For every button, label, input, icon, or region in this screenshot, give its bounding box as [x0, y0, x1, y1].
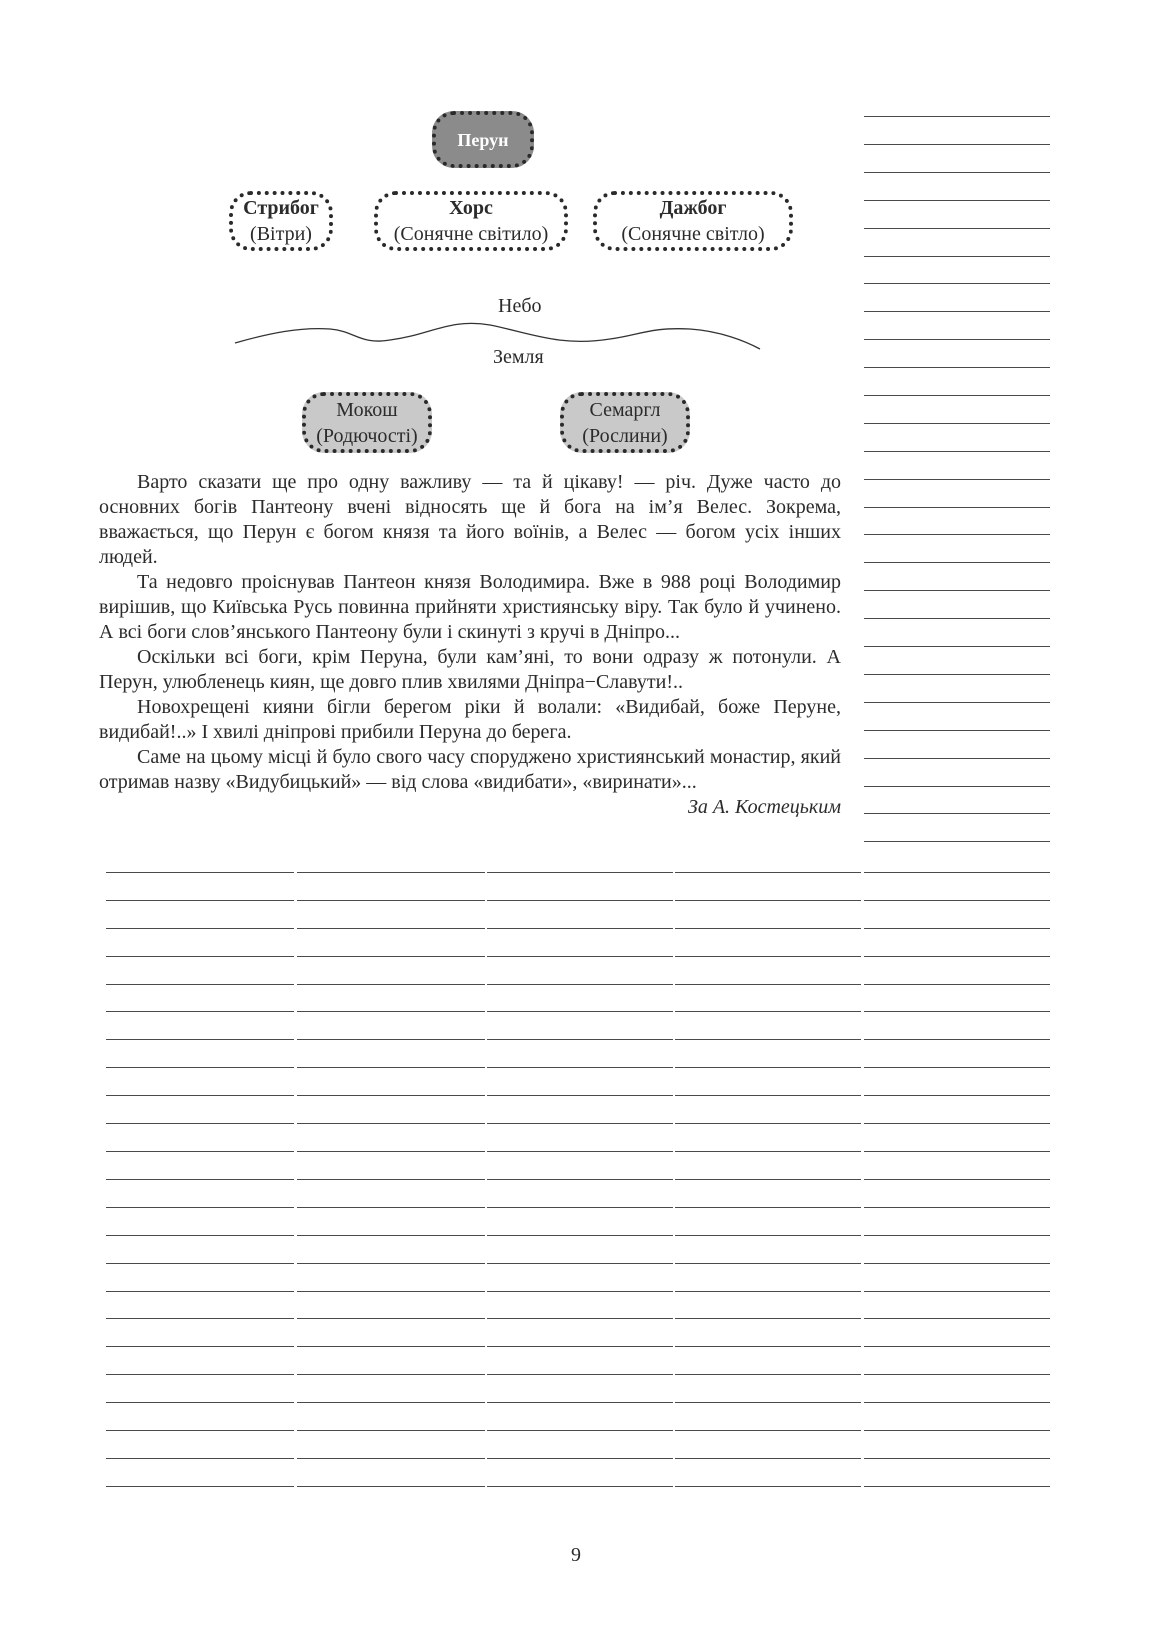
writing-line[interactable]	[864, 674, 1050, 675]
writing-line[interactable]	[297, 1151, 485, 1152]
writing-line[interactable]	[675, 1486, 861, 1487]
writing-line[interactable]	[864, 534, 1050, 535]
attribution: За А. Костецьким	[687, 796, 841, 818]
writing-line[interactable]	[864, 1374, 1050, 1375]
writing-line[interactable]	[675, 1318, 861, 1319]
writing-line[interactable]	[106, 1402, 294, 1403]
writing-line[interactable]	[297, 1179, 485, 1180]
writing-line[interactable]	[864, 646, 1050, 647]
writing-line[interactable]	[675, 1011, 861, 1012]
writing-line[interactable]	[487, 1291, 673, 1292]
dazhbog-box	[593, 191, 793, 251]
writing-line[interactable]	[297, 1374, 485, 1375]
writing-line[interactable]	[864, 1235, 1050, 1236]
semargl-box	[560, 392, 690, 453]
writing-line[interactable]	[864, 841, 1050, 842]
writing-line[interactable]	[106, 1318, 294, 1319]
writing-line[interactable]	[864, 395, 1050, 396]
writing-line[interactable]	[864, 1486, 1050, 1487]
writing-line[interactable]	[487, 1263, 673, 1264]
writing-line[interactable]	[864, 590, 1050, 591]
writing-line[interactable]	[675, 1263, 861, 1264]
writing-line[interactable]	[106, 1430, 294, 1431]
writing-line[interactable]	[487, 984, 673, 985]
writing-line[interactable]	[864, 1179, 1050, 1180]
paragraph: Та недовго проіснував Пантеон князя Володимира. Вже в 988 році Володимир вирішив, що Київська Русь повинна прийняти християнську віру. Так було й учинено. А всі боги слов’янського Пантеону були і скинуті з кручі в Дніпро...	[99, 571, 841, 643]
writing-line[interactable]	[487, 1430, 673, 1431]
writing-line[interactable]	[106, 1095, 294, 1096]
writing-line[interactable]	[864, 1430, 1050, 1431]
writing-line[interactable]	[106, 956, 294, 957]
writing-line[interactable]	[297, 1207, 485, 1208]
writing-line[interactable]	[297, 928, 485, 929]
stribog-box	[229, 191, 333, 251]
writing-line[interactable]	[297, 1095, 485, 1096]
writing-line[interactable]	[487, 1318, 673, 1319]
god-name: Хорс	[449, 197, 493, 219]
paragraph: Варто сказати ще про одну важливу — та й цікаву! — річ. Дуже часто до основних богів Пантеону вчені відносять ще й бога на ім’я Велес. Зокрема, вважається, що Перун є богом князя та його воїнів, а Велес — богом усіх інших людей.	[99, 471, 841, 568]
writing-line[interactable]	[864, 872, 1050, 873]
writing-line[interactable]	[864, 1011, 1050, 1012]
writing-line[interactable]	[106, 1291, 294, 1292]
khors-box	[374, 191, 568, 251]
paragraph: Новохрещені кияни бігли берегом ріки й волали: «Видибай, боже Перуне, видибай!..» І хвилі дніпрові прибили Перуна до берега.	[99, 696, 841, 743]
writing-line[interactable]	[297, 1291, 485, 1292]
writing-line[interactable]	[106, 1458, 294, 1459]
writing-line[interactable]	[297, 1123, 485, 1124]
writing-line[interactable]	[864, 928, 1050, 929]
writing-line[interactable]	[864, 228, 1050, 229]
writing-line[interactable]	[864, 786, 1050, 787]
page-number: 9	[571, 1544, 581, 1566]
writing-line[interactable]	[297, 956, 485, 957]
writing-line[interactable]	[297, 1402, 485, 1403]
writing-line[interactable]	[106, 1067, 294, 1068]
writing-line[interactable]	[106, 1207, 294, 1208]
writing-line[interactable]	[675, 1291, 861, 1292]
god-name: Мокош	[336, 398, 398, 421]
writing-line[interactable]	[106, 900, 294, 901]
writing-line[interactable]	[487, 1179, 673, 1180]
writing-line[interactable]	[864, 1291, 1050, 1292]
mokosh-box	[302, 392, 432, 453]
writing-line[interactable]	[864, 758, 1050, 759]
writing-line[interactable]	[487, 1402, 673, 1403]
writing-line[interactable]	[297, 1458, 485, 1459]
writing-line[interactable]	[297, 1235, 485, 1236]
writing-line[interactable]	[106, 1151, 294, 1152]
writing-line[interactable]	[675, 1374, 861, 1375]
writing-line[interactable]	[487, 1207, 673, 1208]
writing-line[interactable]	[106, 1179, 294, 1180]
god-name: Стрибог	[243, 197, 319, 219]
writing-line[interactable]	[106, 1374, 294, 1375]
sky-label: Небо	[498, 295, 542, 317]
writing-line[interactable]	[106, 1263, 294, 1264]
paragraph: Оскільки всі боги, крім Перуна, були кам’яні, то вони одразу ж потонули. А Перун, улюбленець киян, ще довго плив хвилями Дніпра−Славути!..	[99, 646, 841, 693]
writing-line[interactable]	[106, 1486, 294, 1487]
writing-line[interactable]	[106, 984, 294, 985]
writing-line[interactable]	[864, 1039, 1050, 1040]
writing-line[interactable]	[864, 900, 1050, 901]
writing-line[interactable]	[675, 1151, 861, 1152]
god-domain: (Сонячне світило)	[393, 223, 549, 245]
god-domain: (Родючості)	[316, 424, 418, 447]
writing-line[interactable]	[487, 956, 673, 957]
writing-line[interactable]	[106, 1346, 294, 1347]
writing-line[interactable]	[297, 1430, 485, 1431]
writing-line[interactable]	[675, 956, 861, 957]
writing-line[interactable]	[487, 1123, 673, 1124]
writing-line[interactable]	[864, 256, 1050, 257]
writing-line[interactable]	[864, 479, 1050, 480]
writing-line[interactable]	[487, 1346, 673, 1347]
writing-line[interactable]	[864, 423, 1050, 424]
writing-line[interactable]	[675, 1179, 861, 1180]
writing-line[interactable]	[487, 900, 673, 901]
writing-line[interactable]	[864, 339, 1050, 340]
writing-line[interactable]	[864, 702, 1050, 703]
writing-line[interactable]	[864, 507, 1050, 508]
writing-line[interactable]	[297, 1346, 485, 1347]
writing-line[interactable]	[864, 730, 1050, 731]
writing-line[interactable]	[297, 1263, 485, 1264]
writing-line[interactable]	[487, 1374, 673, 1375]
writing-line[interactable]	[675, 928, 861, 929]
writing-line[interactable]	[106, 1123, 294, 1124]
writing-line[interactable]	[297, 1318, 485, 1319]
writing-line[interactable]	[487, 1151, 673, 1152]
writing-line[interactable]	[106, 1039, 294, 1040]
writing-line[interactable]	[864, 1095, 1050, 1096]
writing-line[interactable]	[297, 984, 485, 985]
paragraph: Саме на цьому місці й було свого часу споруджено християнський монастир, який отримав назву «Видубицький» — від слова «видибати», «виринати»...	[99, 746, 841, 793]
writing-line[interactable]	[487, 1235, 673, 1236]
writing-line[interactable]	[297, 1011, 485, 1012]
horizon-wave	[0, 315, 1152, 375]
writing-line[interactable]	[864, 956, 1050, 957]
writing-line[interactable]	[864, 200, 1050, 201]
writing-line[interactable]	[864, 1346, 1050, 1347]
writing-line[interactable]	[864, 1318, 1050, 1319]
writing-line[interactable]	[864, 116, 1050, 117]
writing-line[interactable]	[487, 928, 673, 929]
god-name: Перун	[457, 129, 509, 150]
writing-line[interactable]	[297, 900, 485, 901]
writing-line[interactable]	[864, 1458, 1050, 1459]
writing-line[interactable]	[675, 1207, 861, 1208]
writing-line[interactable]	[864, 283, 1050, 284]
writing-line[interactable]	[297, 1067, 485, 1068]
writing-line[interactable]	[675, 984, 861, 985]
writing-line[interactable]	[864, 1402, 1050, 1403]
writing-line[interactable]	[106, 1235, 294, 1236]
writing-line[interactable]	[487, 1095, 673, 1096]
writing-line[interactable]	[864, 984, 1050, 985]
writing-line[interactable]	[864, 451, 1050, 452]
writing-line[interactable]	[675, 872, 861, 873]
perun-box	[432, 111, 534, 168]
writing-line[interactable]	[864, 562, 1050, 563]
writing-line[interactable]	[675, 1402, 861, 1403]
writing-line[interactable]	[864, 813, 1050, 814]
writing-line[interactable]	[864, 618, 1050, 619]
writing-line[interactable]	[864, 1207, 1050, 1208]
writing-line[interactable]	[864, 1067, 1050, 1068]
god-domain: (Сонячне світло)	[621, 223, 765, 245]
god-name: Дажбог	[659, 197, 727, 219]
writing-line[interactable]	[864, 367, 1050, 368]
writing-line[interactable]	[675, 1458, 861, 1459]
writing-line[interactable]	[864, 1151, 1050, 1152]
writing-line[interactable]	[675, 1346, 861, 1347]
god-domain: (Вітри)	[250, 223, 312, 245]
god-domain: (Рослини)	[582, 424, 668, 447]
writing-line[interactable]	[675, 1039, 861, 1040]
writing-line[interactable]	[675, 900, 861, 901]
writing-line[interactable]	[297, 872, 485, 873]
earth-label: Земля	[493, 346, 544, 368]
writing-line[interactable]	[675, 1235, 861, 1236]
writing-line[interactable]	[487, 872, 673, 873]
writing-line[interactable]	[297, 1486, 485, 1487]
writing-line[interactable]	[106, 872, 294, 873]
writing-line[interactable]	[675, 1095, 861, 1096]
writing-line[interactable]	[675, 1123, 861, 1124]
writing-line[interactable]	[487, 1011, 673, 1012]
god-name: Семаргл	[589, 398, 661, 421]
writing-line[interactable]	[864, 144, 1050, 145]
writing-line[interactable]	[487, 1067, 673, 1068]
writing-line[interactable]	[487, 1458, 673, 1459]
writing-line[interactable]	[864, 172, 1050, 173]
writing-line[interactable]	[106, 928, 294, 929]
writing-line[interactable]	[864, 1263, 1050, 1264]
writing-line[interactable]	[106, 1011, 294, 1012]
story-text	[99, 470, 841, 820]
writing-line[interactable]	[864, 1123, 1050, 1124]
writing-line[interactable]	[297, 1039, 485, 1040]
writing-line[interactable]	[864, 311, 1050, 312]
writing-line[interactable]	[487, 1039, 673, 1040]
writing-line[interactable]	[675, 1067, 861, 1068]
writing-line[interactable]	[675, 1430, 861, 1431]
writing-line[interactable]	[487, 1486, 673, 1487]
